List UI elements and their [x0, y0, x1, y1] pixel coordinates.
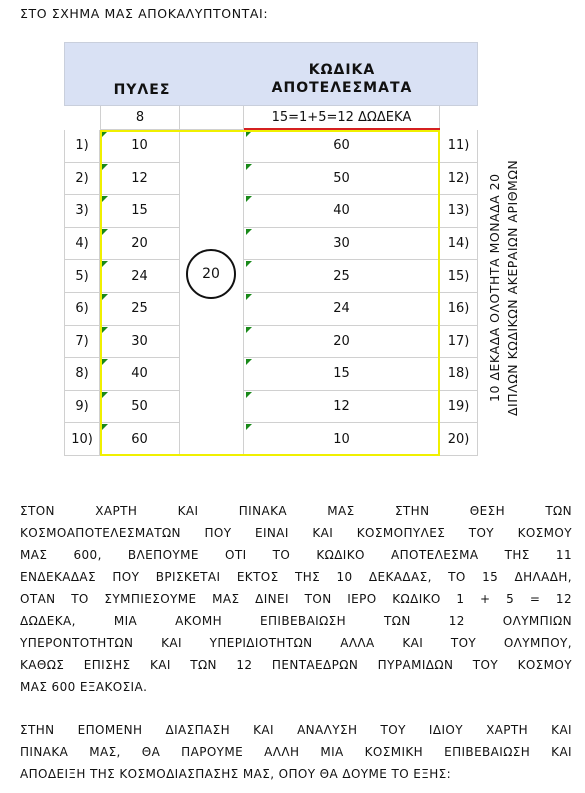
results-table	[64, 42, 542, 458]
paragraph-line: ΚΟΣΜΟΑΠΟΤΕΛΕΣΜΑΤΩΝ ΠΟΥ ΕΙΝΑΙ ΚΑΙ ΚΟΣΜΟΠΥΛΕΣ ΤΟΥ ΚΟΣΜΟΥ	[20, 526, 572, 540]
result-cell: 25	[244, 260, 440, 293]
paragraph-line: ΕΝΔΕΚΑΔΑΣ ΠΟΥ ΒΡΙΣΚΕΤΑΙ ΕΚΤΟΣ ΤΗΣ 10 ΔΕΚΑΔΑΣ, ΤΟ 15 ΔΗΛΑΔΗ,	[20, 570, 572, 584]
paragraph-line: ΣΤΟΝ ΧΑΡΤΗ ΚΑΙ ΠΙΝΑΚΑ ΜΑΣ ΣΤΗΝ ΘΕΣΗ ΤΩΝ	[20, 504, 572, 518]
summary-blank-cell	[180, 106, 244, 130]
paragraph-line: ΚΑΘΩΣ ΕΠΙΣΗΣ ΚΑΙ ΤΩΝ 12 ΠΕΝΤΑΕΔΡΩΝ ΠΥΡΑΜΙΔΩΝ ΤΟΥ ΚΟΣΜΟΥ	[20, 658, 572, 672]
row-index-right: 16)	[440, 293, 478, 326]
result-cell: 40	[244, 195, 440, 228]
intro-text: ΣΤΟ ΣΧΗΜΑ ΜΑΣ ΑΠΟΚΑΛΥΠΤΟΝΤΑΙ:	[20, 6, 269, 21]
side-caption-line2: ΔΙΠΛΩΝ ΚΩΔΙΚΩΝ ΑΚΕΡΑΙΩΝ ΑΡΙΘΜΩΝ	[505, 159, 520, 417]
row-index-right: 20)	[440, 423, 478, 456]
paragraph-line: ΥΠΕΡΟΝΤΟΤΗΤΩΝ ΚΑΙ ΥΠΕΡΙΔΙΟΤΗΤΩΝ ΑΛΛΑ ΚΑΙ ΤΟΥ ΟΛΥΜΠΟΥ,	[20, 636, 572, 650]
row-index: 2)	[64, 163, 100, 196]
row-index-right: 13)	[440, 195, 478, 228]
result-cell: 30	[244, 228, 440, 261]
row-index: 6)	[64, 293, 100, 326]
paragraph-line: ΜΑΣ 600, ΒΛΕΠΟΥΜΕ ΟΤΙ ΤΟ ΚΩΔΙΚΟ ΑΠΟΤΕΛΕΣΜΑ ΤΗΣ 11	[20, 548, 572, 562]
gate-cell: 60	[100, 423, 180, 456]
row-index-right: 15)	[440, 260, 478, 293]
row-index-right: 14)	[440, 228, 478, 261]
row-index: 8)	[64, 358, 100, 391]
paragraph-line: ΟΤΑΝ ΤΟ ΣΥΜΠΙΕΣΟΥΜΕ ΜΑΣ ΔΙΝΕΙ ΤΟΝ ΙΕΡΟ ΚΩΔΙΚΟ 1 + 5 = 12	[20, 592, 572, 606]
gate-cell: 24	[100, 260, 180, 293]
gates-header: ΠΥΛΕΣ	[113, 82, 171, 98]
center-circle: 20	[186, 249, 236, 299]
result-cell: 60	[244, 130, 440, 163]
gate-cell: 25	[100, 293, 180, 326]
row-index-right: 17)	[440, 326, 478, 359]
row-index-right: 19)	[440, 391, 478, 424]
paragraph-line: ΜΑΣ 600 ΕΞΑΚΟΣΙΑ.	[20, 680, 148, 694]
highlight-box	[100, 130, 440, 456]
row-index-right: 18)	[440, 358, 478, 391]
row-index: 7)	[64, 326, 100, 359]
paragraph-line: ΑΠΟΔΕΙΞΗ ΤΗΣ ΚΟΣΜΟΔΙΑΣΠΑΣΗΣ ΜΑΣ, ΟΠΟΥ ΘΑ ΔΟΥΜΕ ΤΟ ΕΞΗΣ:	[20, 767, 452, 781]
row-index-right: 12)	[440, 163, 478, 196]
result-cell: 12	[244, 391, 440, 424]
summary-gates-cell: 8	[100, 106, 180, 130]
result-cell: 50	[244, 163, 440, 196]
row-index: 10)	[64, 423, 100, 456]
result-cell: 24	[244, 293, 440, 326]
summary-results-cell: 15=1+5=12 ΔΩΔΕΚΑ	[244, 106, 440, 130]
gate-cell: 40	[100, 358, 180, 391]
paragraph-line: ΣΤΗΝ ΕΠΟΜΕΝΗ ΔΙΑΣΠΑΣΗ ΚΑΙ ΑΝΑΛΥΣΗ ΤΟΥ ΙΔΙΟΥ ΧΑΡΤΗ ΚΑΙ	[20, 723, 572, 737]
row-index: 1)	[64, 130, 100, 163]
gate-cell: 12	[100, 163, 180, 196]
gate-cell: 50	[100, 391, 180, 424]
results-header-line2: ΑΠΟΤΕΛΕΣΜΑΤΑ	[271, 80, 413, 96]
side-caption-line1: 10 ΔΕΚΑΔΑ ΟΛΟΤΗΤΑ ΜΟΝΑΔΑ 20	[487, 173, 502, 403]
paragraph-line: ΔΩΔΕΚΑ, ΜΙΑ ΑΚΟΜΗ ΕΠΙΒΕΒΑΙΩΣΗ ΤΩΝ 12 ΟΛΥΜΠΙΩΝ	[20, 614, 572, 628]
paragraph-1	[20, 500, 572, 698]
row-index: 4)	[64, 228, 100, 261]
result-cell: 20	[244, 326, 440, 359]
result-cell: 15	[244, 358, 440, 391]
gate-cell: 20	[100, 228, 180, 261]
gate-cell: 15	[100, 195, 180, 228]
gate-cell: 10	[100, 130, 180, 163]
results-header-line1: ΚΩΔΙΚΑ	[308, 62, 376, 78]
row-index: 5)	[64, 260, 100, 293]
row-index-right: 11)	[440, 130, 478, 163]
gate-cell: 30	[100, 326, 180, 359]
row-index: 9)	[64, 391, 100, 424]
row-index: 3)	[64, 195, 100, 228]
paragraph-line: ΠΙΝΑΚΑ ΜΑΣ, ΘΑ ΠΑΡΟΥΜΕ ΑΛΛΗ ΜΙΑ ΚΟΣΜΙΚΗ ΕΠΙΒΕΒΑΙΩΣΗ ΚΑΙ	[20, 745, 572, 759]
result-cell: 10	[244, 423, 440, 456]
paragraph-2	[20, 719, 572, 785]
